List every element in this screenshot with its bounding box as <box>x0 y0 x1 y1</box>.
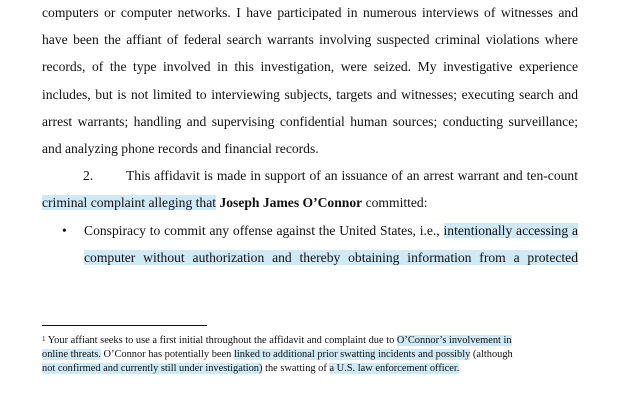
footnote-line3-highlight: not confirmed and currently still under investigation) <box>42 363 263 374</box>
footnote-line2-plain-c: (although <box>472 349 513 360</box>
paragraph1-line6: and analyzing phone records and financial records. <box>42 141 319 156</box>
paragraph2-line2-tail: committed: <box>365 195 428 210</box>
footnote-marker: 1 <box>42 335 46 343</box>
paragraph2-line1: This affidavit is made in support of an issuance of an arrest warrant and ten-count <box>126 168 578 183</box>
paragraph1-line2: have been the affiant of federal search warrants involving suspected criminal violations where <box>42 32 578 47</box>
footnote-separator <box>42 325 207 326</box>
defendant-name: Joseph James O’Connor <box>219 195 363 210</box>
bullet-marker: • <box>62 223 67 238</box>
paragraph2-number: 2. <box>83 168 94 183</box>
footnote-line1-highlight: O’Connor’s involvement in <box>396 335 512 346</box>
paragraph2-line2-highlight: criminal complaint alleging that <box>42 195 217 210</box>
paragraph1-line3: records, of the type involved in this investigation, were seized. My investigative experience <box>42 59 578 74</box>
footnote-line3-highlight-b: a U.S. law enforcement officer. <box>329 363 460 374</box>
footnote-line1 <box>42 334 566 347</box>
footnote-line2-plain: O’Connor has potentially been <box>103 349 232 360</box>
paragraph1-line4: includes, but is not limited to interviewing subjects, targets and witnesses; executing search and <box>42 87 578 102</box>
footnote-line3-plain: the swatting of <box>265 363 327 374</box>
footnote-line2-highlight-b: linked to additional prior swatting incidents and possibly <box>233 349 471 360</box>
paragraph2-line2 <box>42 194 578 212</box>
bullet1-line1-highlight: intentionally accessing a <box>443 223 578 238</box>
paragraph1-line5: arrest warrants; handling and supervising confidential human sources; conducting surveillance; <box>42 114 578 129</box>
footnote-line3 <box>42 362 566 375</box>
footnote-line1-plain: Your affiant seeks to use a first initial throughout the affidavit and complaint due to <box>47 335 395 346</box>
bullet1-line1 <box>84 222 578 240</box>
footnote-line2-highlight: online threats. <box>42 349 101 360</box>
footnote-line2 <box>42 348 566 361</box>
bullet1-line2-highlight: computer without authorization and thereby obtaining information from a protected <box>84 250 578 265</box>
bullet1-line1-plain: Conspiracy to commit any offense against the United States, i.e., <box>84 223 440 238</box>
bullet1-line2 <box>84 249 578 267</box>
paragraph1-line1: computers or computer networks. I have participated in numerous interviews of witnesses and <box>42 5 578 20</box>
